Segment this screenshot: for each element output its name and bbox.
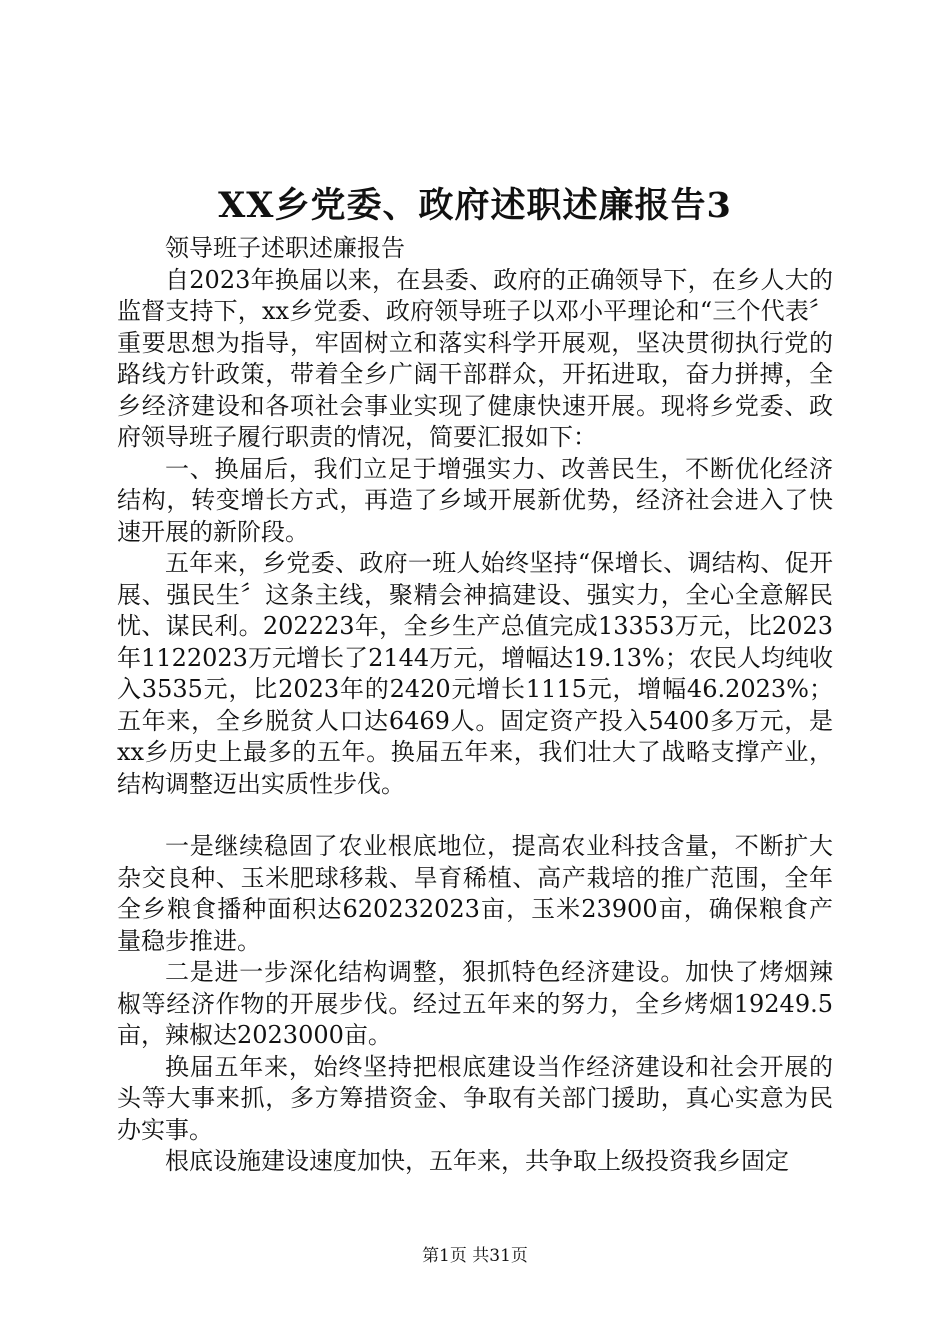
paragraph-agriculture: 一是继续稳固了农业根底地位，提高农业科技含量，不断扩大杂交良种、玉米肥球移栽、旱育稀植、高产栽培的推广范围，全年全乡粮食播种面积达620232023亩，玉米23900亩，确保粮食产量稳步推进。 — [117, 832, 833, 955]
page-footer: 第1页 共31页 — [422, 1246, 528, 1266]
paragraph-infrastructure-speed: 根底设施建设速度加快，五年来，共争取上级投资我乡固定 — [165, 1147, 789, 1175]
paragraph-section-one: 一、换届后，我们立足于增强实力、改善民生，不断优化经济结构，转变增长方式，再造了乡域开展新优势，经济社会进入了快速开展的新阶段。 — [117, 454, 833, 546]
document-title: XX乡党委、政府述职述廉报告3 — [218, 185, 732, 226]
paragraph-structure: 二是进一步深化结构调整，狠抓特色经济建设。加快了烤烟辣椒等经济作物的开展步伐。经过五年来的努力，全乡烤烟19249.5亩，辣椒达2023000亩。 — [117, 958, 833, 1049]
paragraph-intro: 自2023年换届以来，在县委、政府的正确领导下，在乡人大的监督支持下，xx乡党委、政府领导班子以邓小平理论和“三个代表〞重要思想为指导，牢固树立和落实科学开展观，坚决贯彻执行党的路线方针政策，带着全乡广阔干部群众，开拓进取，奋力拼搏，全乡经济建设和各项社会事业实现了健康快速开展。现将乡党委、政府领导班子履行职责的情况，简要汇报如下： — [117, 265, 833, 451]
paragraph-five-years: 五年来，乡党委、政府一班人始终坚持“保增长、调结构、促开展、强民生〞这条主线，聚精会神搞建设、强实力，全心全意解民忧、谋民利。202223年，全乡生产总值完成13353万元，比2023年1122023万元增长了2144万元，增幅达19.13%；农民人均纯收入3535元，比2023年的2420元增长1115元，增幅46.2023%；五年来，全乡脱贫人口达6469人。固定资产投入5400多万元，是xx乡历史上最多的五年。换届五年来，我们壮大了战略支撑产业，结构调整迈出实质性步伐。 — [117, 549, 833, 798]
paragraph-infrastructure-focus: 换届五年来，始终坚持把根底建设当作经济建设和社会开展的头等大事来抓，多方筹措资金、争取有关部门援助，真心实意为民办实事。 — [117, 1052, 833, 1144]
document-body — [117, 233, 833, 1178]
paragraph-subtitle: 领导班子述职述廉报告 — [165, 234, 405, 262]
